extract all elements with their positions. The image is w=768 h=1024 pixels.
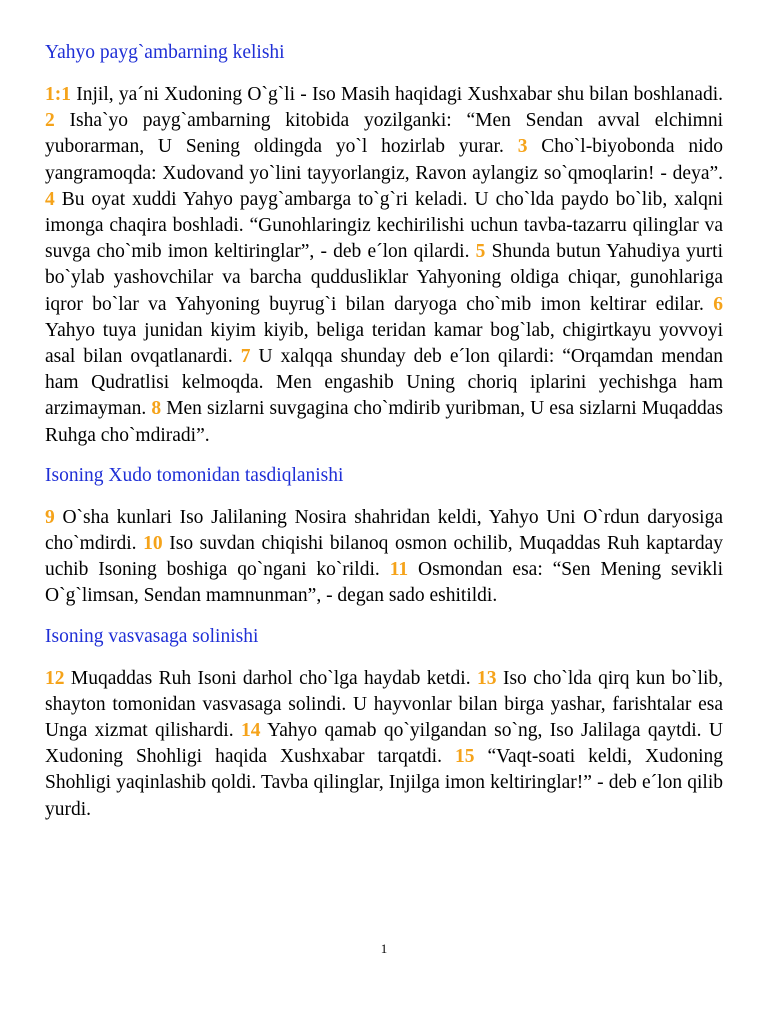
- verse-number: 12: [45, 667, 65, 689]
- verse-text: O`sha kunlari Iso Jalilaning Nosira shahridan keldi, Yahyo Uni O`rdun daryosiga cho`mdirdi.: [45, 506, 724, 555]
- verse-number: 15: [454, 746, 475, 768]
- verse-number: 2: [45, 110, 55, 132]
- verse-number: 13: [477, 667, 497, 689]
- verse-text: Yahyo qamab qo`yilgandan so`ng, Iso Jalilaga qaytdi. U Xudoning Shohligi haqida Xushxabar tarqatdi.: [45, 720, 723, 768]
- page-number: 1: [380, 941, 388, 956]
- verse-number: 1:1: [45, 84, 71, 105]
- verse-text: Shunda butun Yahudiya yurti bo`ylab yashovchilar va barcha quddusliklar Yahyoning oldiga chiqar, gunohlariga iqror bo`lar va Yahyoning buyrug`i bilan daryoga cho`mib imon keltirar edilar.: [45, 241, 724, 315]
- verse-number: 9: [45, 506, 55, 528]
- verse-text: Injil, ya´ni Xudoning O`g`li - Iso Masih haqidagi Xushxabar shu bilan boshlanadi.: [76, 84, 723, 105]
- verse-number: 4: [45, 188, 55, 210]
- verse-number: 7: [240, 346, 251, 368]
- verse-text: U xalqqa shunday deb e´lon qilardi: “Orqamdan mendan ham Qudratlisi kelmoqda. Men engashib Uning choriq iplarini yechishga ham arzimayman.: [45, 346, 723, 420]
- verse-number: 8: [151, 398, 162, 420]
- verse-text: Iso suvdan chiqishi bilanoq osmon ochilib, Muqaddas Ruh kaptarday uchib Isoning boshiga qo`ngani ko`rildi.: [45, 533, 724, 581]
- verse-text: Yahyo tuya junidan kiyim kiyib, beliga teridan kamar bog`lab, chigirtkayu yovvoyi asal bilan ovqatlanardi.: [45, 319, 723, 368]
- verse-text: Men sizlarni suvgagina cho`mdirib yuribman, U esa sizlarni Muqaddas Ruhga cho`mdiradi”.: [45, 398, 723, 446]
- verse-number: 10: [143, 533, 163, 555]
- section-heading: Isoning vasvasaga solinishi: [45, 625, 259, 647]
- verse-text: Osmondan esa: “Sen Mening sevikli O`g`limsan, Sendan mamnunman”, - degan sado eshitildi.: [45, 559, 724, 607]
- verse-number: 3: [517, 136, 528, 158]
- verse-text: Muqaddas Ruh Isoni darhol cho`lga haydab ketdi.: [70, 667, 471, 689]
- paragraph: [45, 82, 723, 449]
- verse-number: 14: [240, 720, 261, 742]
- verse-text: Isha`yo payg`ambarning kitobida yozilganki: “Men Sendan avval elchimni yuborarman, U Sening oldingda yo`l hozirlab yurar.: [45, 110, 724, 158]
- verse-number: 6: [713, 293, 724, 315]
- section-heading: Yahyo payg`ambarning kelishi: [45, 42, 285, 63]
- verse-text: Bu oyat xuddi Yahyo payg`ambarga to`g`ri keladi. U cho`lda paydo bo`lib, xalqni imonga chaqira boshladi. “Gunohlaringiz kechirilishi uchun tavba-tazarru qilinglar va suvga cho`mib imon keltiringlar”, - deb e´lon qilardi.: [45, 188, 723, 263]
- paragraph: [45, 666, 723, 823]
- document-page: [45, 40, 723, 837]
- verse-text: “Vaqt-soati keldi, Xudoning Shohligi yaqinlashib qoldi. Tavba qilinglar, Injilga imon keltiringlar!” - deb e´lon qilib yurdi.: [45, 746, 724, 820]
- verse-text: Iso cho`lda qirq kun bo`lib, shayton tomonidan vasvasaga solindi. U hayvonlar bilan birga yashar, farishtalar esa Unga xizmat qilishardi.: [45, 667, 724, 742]
- paragraph: [45, 505, 723, 610]
- verse-number: 11: [389, 559, 409, 581]
- section-heading: Isoning Xudo tomonidan tasdiqlanishi: [45, 464, 344, 486]
- verse-number: 5: [475, 241, 486, 263]
- verse-text: Cho`l-biyobonda nido yangramoqda: Xudovand yo`lini tayyorlangiz, Ravon aylangiz so`qmoqlarin! - deya”.: [45, 136, 724, 184]
